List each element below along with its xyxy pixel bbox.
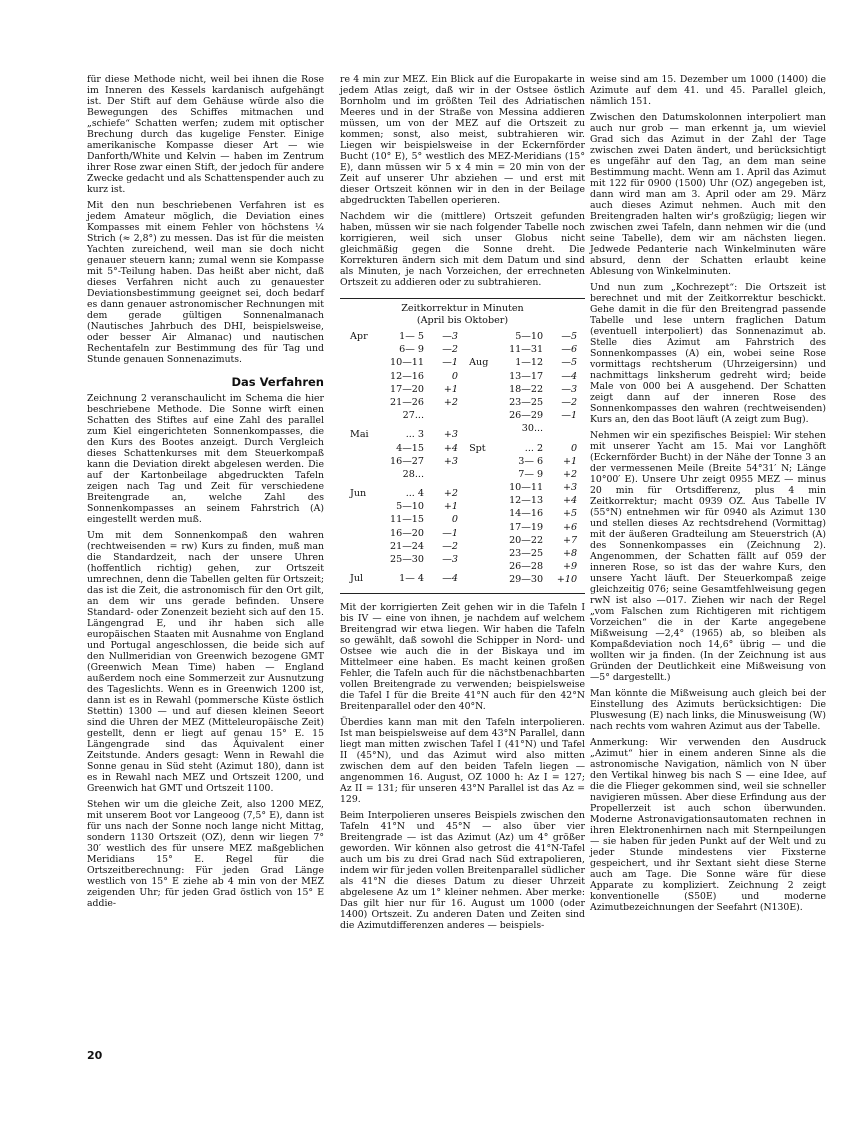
table-month <box>469 370 493 383</box>
table-days: 17—20 <box>389 383 424 395</box>
table-correction: +4 <box>443 442 458 454</box>
table-month <box>350 553 374 566</box>
table-days: 1—12 <box>515 357 544 369</box>
table-days: 1— 4 <box>399 573 424 585</box>
table-correction: —5 <box>561 331 578 342</box>
table-correction: —4 <box>561 370 578 382</box>
paragraph: Überdies kann man mit den Tafeln interpolieren. Ist man beispielsweise auf dem 43°N Parallel, dann liegt man mitten zwischen Tafel I (41°N) und Tafel II (45°N), und das Azimut wird also mitten zwischen dem auf den beiden Tafeln liegen — angenommen 16. August, OZ 1000 h: Az I = 127; Az II = 131; für unseren 43°N Parallel ist das Az = 129. <box>340 716 585 805</box>
table-month <box>350 455 374 468</box>
paragraph: Anmerkung: Wir verwenden den Ausdruck „Azimut“ hier in einem anderen Sinne als die astronomische Navigation, nämlich von N über den Vertikal hinweg bis nach S — eine Idee, auf die die Flieger gekommen sind, weil sie schneller navigieren müssen. Aber diese Erfindung aus der Propellerzeit ist auch schon überwunden. Moderne Astronavigationsautomaten rechnen in ihren Elektronenhirnen nach mit Sternpeilungen — sie haben für jeden Punkt auf der Welt und zu jeder Stunde mindestens vier Fixsterne gespeichert, und ihr Sextant sieht diese Sterne auch am Tage. Die Sonne wäre für diese Apparate zu kompliziert. Zeichnung 2 zeigt konventionelle (S50E) und moderne Azimutbezeichnungen der Seefahrt (N130E). <box>590 737 826 913</box>
table-days: 17—19 <box>509 521 544 533</box>
table-row <box>350 527 460 540</box>
column-middle <box>340 74 585 936</box>
table-days: 26—28 <box>509 561 544 573</box>
table-row <box>469 507 579 520</box>
table-correction: +6 <box>562 521 578 533</box>
table-row <box>469 442 579 455</box>
table-days: ... 2 <box>524 442 544 454</box>
table-month <box>469 494 493 507</box>
table-row <box>350 409 460 422</box>
table-row <box>469 356 579 369</box>
table-row <box>469 547 579 560</box>
column-left <box>87 74 324 914</box>
table-row <box>469 422 579 435</box>
table-days: 21—24 <box>389 540 424 552</box>
table-month <box>469 383 493 396</box>
time-correction-table <box>340 298 585 594</box>
table-row <box>350 468 460 481</box>
table-month: Aug <box>469 357 489 369</box>
table-caption-subtitle: (April bis Oktober) <box>416 314 509 326</box>
table-days: 18—22 <box>509 383 544 395</box>
table-row <box>350 396 460 409</box>
table-days: 6— 9 <box>399 344 424 356</box>
table-month <box>469 409 493 422</box>
table-days: 5—10 <box>396 501 424 513</box>
table-correction: +3 <box>443 455 458 467</box>
table-days: 12—16 <box>389 370 424 382</box>
table-month: Jun <box>350 488 367 500</box>
table-month <box>469 330 493 343</box>
table-month <box>469 560 493 573</box>
paragraph: Mit der korrigierten Zeit gehen wir in die Tafeln I bis IV — eine von ihnen, je nachdem auf welchem Breitengrad wir etwa liegen. Wir haben die Tafeln so gewählt, daß sowohl die Schipper in Nord- und Ostsee wie auch die in der Biskaya und im Mittelmeer eine haben. Es macht keinen großen Fehler, die Tafeln auch für die nächstbenachbarten vollen Breitengrade zu verwenden; beispielsweise die Tafel I für die Breite 41°N auch für den 42°N Breitenparallel oder den 40°N. <box>340 601 585 712</box>
table-days: 27... <box>402 410 424 422</box>
table-correction: +2 <box>443 396 458 408</box>
table-correction <box>424 468 458 481</box>
table-row <box>469 468 579 481</box>
table-row <box>350 330 460 343</box>
table-correction: 0 <box>570 442 578 454</box>
table-correction: +1 <box>443 501 458 513</box>
table-row <box>350 428 460 441</box>
table-days: 3— 6 <box>518 455 544 467</box>
table-days: 16—27 <box>389 455 424 467</box>
table-days: 21—26 <box>389 396 424 408</box>
paragraph: Nachdem wir die (mittlere) Ortszeit gefunden haben, müssen wir sie nach folgender Tabelle noch korrigieren, weil sich unser Globus nicht gleichmäßig gegen die Sonne dreht. Die Korrekturen ändern sich mit dem Datum und sind als Minuten, je nach Vorzeichen, der errechneten Ortszeit zu addieren oder zu subtrahieren. <box>340 211 585 288</box>
table-row <box>350 500 460 513</box>
table-days: 26—29 <box>509 410 544 422</box>
table-correction: —1 <box>442 357 458 369</box>
table-days: 25—30 <box>389 554 424 565</box>
table-days: ... 3 <box>405 429 424 441</box>
table-row <box>350 343 460 356</box>
table-days: 10—11 <box>389 357 424 369</box>
table-days: 4—15 <box>396 442 424 454</box>
table-correction: +2 <box>562 468 578 480</box>
table-correction: —3 <box>561 383 578 395</box>
paragraph: Mit den nun beschriebenen Verfahren ist es jedem Amateur möglich, die Deviation eines Kompasses mit einem Fehler von höchstens ¼ Strich (≈ 2,8°) zu messen. Das ist für die meisten Yachten zureichend, weil man sie doch nicht genauer steuern kann; zumal wenn sie Kompasse mit 5°-Teilung haben. Das heißt aber nicht, daß dieses Verfahren nicht auch zu genauester Deviationsbestimmung geeignet sei, doch bedarf es dann genauer astronomischer Rechnungen mit dem gerade gültigen Sonnenalmanach (Nautisches Jahrbuch des DHI, beispielsweise, oder besser Air Almanac) und nautischen Rechentafeln zur Bestimmung des für Tag und Stunde genauen Sonnenazimuts. <box>87 200 324 365</box>
table-correction: —2 <box>442 344 458 356</box>
table-days: 14—16 <box>509 508 544 520</box>
table-correction: —4 <box>442 573 458 585</box>
table-month <box>350 409 374 422</box>
table-month <box>350 383 374 396</box>
table-correction <box>543 422 577 435</box>
table-month <box>469 573 493 586</box>
paragraph: Zwischen den Datumskolonnen interpoliert man auch nur grob — man erkennt ja, um wieviel Grad sich das Azimut in der Zahl der Tage zwischen zwei Daten ändert, und berücksichtigt es ungefähr auf den Tag, an dem man seine Bestimmung macht. Wenn am 1. April das Azimut mit 122 für 0900 (1500) Uhr (OZ) angegeben ist, dann wird man am 3. April oder am 29. März auch dieses Azimut nehmen. Auch mit den Breitengraden halten wir's großzügig; liegen wir zwischen zwei Tafeln, dann nehmen wir die (und seine Tabelle), dem wir am nächsten liegen. Jedwede Pedanterie nach Winkelminuten wäre absurd, denn der Schatten erlaubt keine Ablesung von Winkelminuten. <box>590 112 826 277</box>
table-caption-title: Zeitkorrektur in Minuten <box>401 303 524 314</box>
table-row <box>469 481 579 494</box>
paragraph: weise sind am 15. Dezember um 1000 (1400) die Azimute auf dem 41. und 45. Parallel gleich, nämlich 151. <box>590 74 826 107</box>
table-days: 5—10 <box>515 331 544 342</box>
table-row <box>469 455 579 468</box>
table-month <box>350 540 374 553</box>
table-row <box>350 540 460 553</box>
paragraph: re 4 min zur MEZ. Ein Blick auf die Europakarte in jedem Atlas zeigt, daß wir in der Ostsee östlich Bornholm und im größten Teil des Adriatischen Meeres und in der Straße von Messina addieren müssen, um von der MEZ auf die Ortszeit zu kommen; sonst, also meist, subtrahieren wir. Liegen wir beispielsweise in der Eckernförder Bucht (10° E), 5° westlich des MEZ-Meridians (15° E), dann müssen wir 5 x 4 min = 20 min von der Zeit auf unserer Uhr abziehen — und erst mit dieser Ortszeit können wir in den in der Beilage abgedruckten Tabellen operieren. <box>340 74 585 206</box>
table-days: 30... <box>521 423 544 435</box>
table-month <box>469 534 493 547</box>
paragraph: Beim Interpolieren unseres Beispiels zwischen den Tafeln 41°N und 45°N — also über vier Breitengrade — ist das Azimut (Az) um 4° größer geworden. Wir können also getrost die 41°N-Tafel auch um bis zu drei Grad nach Süd extrapolieren, indem wir für jeden vollen Breitenparallel südlicher als 41°N die dieses Datum zu dieser Uhrzeit abgelesene Az um 1° kleiner nehmen. Aber merke: Das gilt hier nur für 16. August um 1000 (oder 1400) Ortszeit. Zu anderen Daten und Zeiten sind die Azimutdifferenzen anderes — beispiels- <box>340 809 585 931</box>
table-row <box>469 573 579 586</box>
table-correction: +2 <box>443 488 458 500</box>
table-correction: +3 <box>562 482 578 494</box>
table-month <box>350 356 374 369</box>
table-row <box>469 370 579 383</box>
table-row <box>469 343 579 356</box>
table-correction: 0 <box>451 514 458 526</box>
table-correction: +9 <box>562 561 578 573</box>
table-month <box>469 422 493 435</box>
table-days: 12—13 <box>509 495 544 507</box>
table-row <box>350 553 460 566</box>
page-number: 20 <box>87 1049 103 1062</box>
table-correction: +1 <box>443 383 458 395</box>
table-correction: —3 <box>442 554 458 565</box>
table-days: 11—31 <box>509 344 544 356</box>
table-row <box>469 396 579 409</box>
table-column-right <box>469 330 579 587</box>
table-month: Spt <box>469 442 486 454</box>
table-days: 23—25 <box>509 548 544 559</box>
table-days: ... 4 <box>405 488 424 500</box>
table-row <box>350 513 460 526</box>
table-correction: —1 <box>442 527 458 539</box>
table-month <box>469 468 493 481</box>
table-row <box>469 534 579 547</box>
table-caption <box>340 303 585 326</box>
table-correction: +10 <box>556 574 578 586</box>
table-days: 13—17 <box>509 370 544 382</box>
table-row <box>469 330 579 343</box>
table-correction: —1 <box>561 410 578 422</box>
table-month: Apr <box>350 331 368 342</box>
table-month <box>350 500 374 513</box>
table-month <box>350 343 374 356</box>
table-month <box>350 442 374 455</box>
table-row <box>350 455 460 468</box>
table-days: 20—22 <box>509 534 544 546</box>
table-row <box>350 487 460 500</box>
table-correction: +5 <box>562 508 578 520</box>
table-month <box>350 468 374 481</box>
table-row <box>350 572 460 585</box>
section-heading: Das Verfahren <box>231 375 324 389</box>
table-days: 29—30 <box>509 574 544 586</box>
table-correction: —2 <box>442 540 458 552</box>
table-days: 16—20 <box>389 527 424 539</box>
table-month: Mai <box>350 429 369 441</box>
table-days: 28... <box>402 468 424 480</box>
table-row <box>469 521 579 534</box>
table-correction: +3 <box>443 429 458 441</box>
table-month <box>350 396 374 409</box>
table-correction: +8 <box>562 548 578 559</box>
table-correction: —6 <box>561 344 578 356</box>
table-row <box>469 560 579 573</box>
table-row <box>469 494 579 507</box>
paragraph: Man könnte die Mißweisung auch gleich bei der Einstellung des Azimuts berücksichtigen: Die Pluswesung (E) nach links, die Minusweisung (W) nach rechts vom wahren Azimut aus der Tabelle. <box>590 688 826 732</box>
table-correction: —3 <box>442 331 458 342</box>
table-month <box>469 507 493 520</box>
table-correction: 0 <box>451 370 458 382</box>
table-column-left <box>350 330 460 587</box>
paragraph: Nehmen wir ein spezifisches Beispiel: Wir stehen mit unserer Yacht am 15. Mai vor Langhöft (Eckernförder Bucht) in der Nähe der Tonne 3 an der vermessenen Meile (Breite 54°31′ N; Länge 10°00′ E). Unsere Uhr zeigt 0955 MEZ — minus 20 min für Ortsdifferenz, plus 4 min Zeitkorrektur; macht 0939 OZ. Aus Tabelle IV (55°N) entnehmen wir für 0940 als Azimut 130 und stellen dieses Az rechtsdrehend (Vormittag) mit der äußeren Gradteilung am Steuerstrich (A) des Sonnenkompasses ein (Zeichnung 2). Angenommen, der Schatten fällt auf 059 der inneren Rose, so ist das der wahre Kurs, den unsere Yacht läuft. Der Steuerkompaß zeige gleichzeitig 076; seine Gesamtfehlweisung gegen rwN ist also —017. Ziehen wir nach der Regel „vom Falschen zum Richtigeren mit richtigem Vorzeichen“ die in der Karte angegebene Mißweisung —2,4° (1965) ab, so bleiben als Kompaßdeviation noch 14,6° übrig — und die wollten wir ja finden. (In der Zeichnung ist aus Gründen der Deutlichkeit eine Mißweisung von —5° dargestellt.) <box>590 430 826 683</box>
table-month <box>350 513 374 526</box>
table-days: 10—11 <box>509 482 544 494</box>
table-month <box>469 343 493 356</box>
table-correction: +4 <box>562 495 578 507</box>
column-right <box>590 74 826 918</box>
table-month <box>469 481 493 494</box>
table-days: 1— 5 <box>399 331 424 342</box>
table-correction: +7 <box>562 534 578 546</box>
table-month <box>350 527 374 540</box>
table-correction: +1 <box>562 455 578 467</box>
table-month <box>469 396 493 409</box>
paragraph: Stehen wir um die gleiche Zeit, also 1200 MEZ, mit unserem Boot vor Langeoog (7,5° E), dann ist für uns nach der Sonne noch lange nicht Mittag, sondern 1130 Ortszeit (OZ), denn wir liegen 7° 30′ westlich des für unsere MEZ maßgeblichen Meridians 15° E. Regel für die Ortszeitberechnung: Für jeden Grad Länge westlich von 15° E ziehe ab 4 min von der MEZ zeigenden Uhr; für jeden Grad östlich von 15° E addie- <box>87 799 324 909</box>
table-month <box>469 521 493 534</box>
table-days: 7— 9 <box>518 468 544 480</box>
paragraph: Und nun zum „Kochrezept“: Die Ortszeit ist berechnet und mit der Zeitkorrektur beschickt. Gehe damit in die für den Breitengrad passende Tabelle und lese untern fraglichen Datum (eventuell interpoliert) das Sonnenazimut ab. Stelle dies Azimut am Fahrstrich des Sonnenkompasses (A) ein, wobei seine Rose vormittags rechtsherum (Uhrzeigersinn) und nachmittags linksherum gedreht wird; beide Male von 000 bei A ausgehend. Der Schatten zeigt dann auf der inneren Rose des Sonnenkompasses den wahren (rechtweisenden) Kurs an, den das Boot läuft (A zeigt zum Bug). <box>590 282 826 425</box>
table-row <box>350 383 460 396</box>
table-correction: —2 <box>561 396 578 408</box>
table-correction <box>424 409 458 422</box>
table-month <box>469 547 493 560</box>
table-month: Jul <box>350 573 364 585</box>
table-row <box>469 409 579 422</box>
table-correction: —5 <box>561 357 578 369</box>
paragraph: Zeichnung 2 veranschaulicht im Schema die hier beschriebene Methode. Die Sonne wirft einen Schatten des Stiftes auf eine Zahl des parallel zum Kiel eingerichteten Sonnenkompasses, die den Kurs des Bootes anzeigt. Durch Vergleich dieses Schattenkurses mit dem Steuerkompaß kann die Deviation direkt abgelesen werden. Die auf der Kartonbeilage abgedruckten Tafeln zeigen nach Tag und Zeit für verschiedene Breitengrade an, welche Zahl des Sonnenkompasses an seinem Fahrstrich (A) eingestellt werden muß. <box>87 393 324 525</box>
table-days: 23—25 <box>509 396 544 408</box>
table-days: 11—15 <box>389 514 424 526</box>
table-row <box>350 442 460 455</box>
table-month <box>469 455 493 468</box>
table-row <box>469 383 579 396</box>
paragraph: Um mit dem Sonnenkompaß den wahren (rechtweisenden = rw) Kurs zu finden, muß man die Standardzeit, nach der unsere Uhren (hoffentlich richtig) gehen, zur Ortszeit umrechnen, denn die Tabellen gelten für Ortszeit; das ist die Zeit, die astronomisch für den Ort gilt, an dem wir uns gerade befinden. Unsere Standard- oder Zonenzeit bezieht sich auf den 15. Längengrad E, und ihr haben sich alle europäischen Staaten mit Ausnahme von England und Portugal angeschlossen, die beide sich auf den Nullmeridian von Greenwich bezogene GMT (Greenwich Mean Time) haben — England außerdem noch eine Sommerzeit zur Ausnutzung des Tageslichts. Wenn es in Greenwich 1200 ist, dann ist es in Rewahl (pommersche Küste östlich Stettin) 1300 — und auf diesen kleinen Seeort sind die Uhren der MEZ (Mitteleuropäische Zeit) gestellt, denn er liegt auf genau 15° E. 15 Längengrade sind das Äquivalent einer Zeitstunde. Anders gesagt: Wenn in Rewahl die Sonne genau in Süd steht (Azimut 180), dann ist es in Rewahl nach MEZ und Ortszeit 1200, und Greenwich hat GMT und Ortszeit 1100. <box>87 530 324 794</box>
table-month <box>350 370 374 383</box>
table-row <box>350 356 460 369</box>
paragraph: für diese Methode nicht, weil bei ihnen die Rose im Inneren des Kessels kardanisch aufgehängt ist. Der Stift auf dem Gehäuse würde also die Bewegungen des Schiffes mitmachen und „schiefe“ Schatten werfen; zudem mit optischer Brechung durch das kugelige Fenster. Einige amerikanische Kompasse dieser Art — wie Danforth/White und Kelvin — haben im Zentrum ihrer Rose zwar einen Stift, der jedoch für andere Zwecke gedacht und als Schattenspender auch zu kurz ist. <box>87 74 324 195</box>
table-row <box>350 370 460 383</box>
